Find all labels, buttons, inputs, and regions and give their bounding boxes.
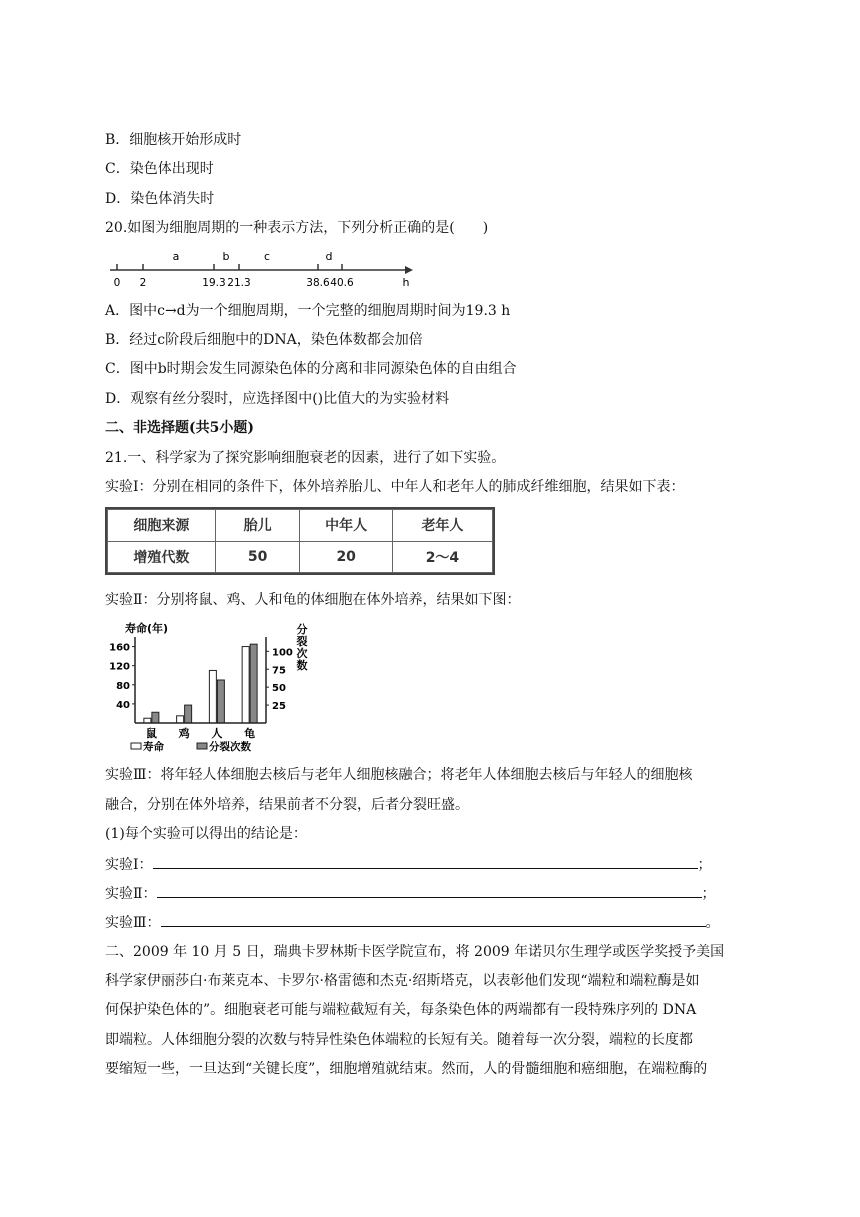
legend-swatch-lifespan — [131, 743, 141, 749]
bar-lifespan — [177, 716, 184, 723]
passage-line-1: 二、2009 年 10 月 5 日，瑞典卡罗林斯卡医学院宣布，将 2009 年诺贝尔生理学或医学奖授予美国 — [105, 944, 725, 960]
table-header-row — [108, 510, 493, 542]
table-header-cell: 老年人 — [392, 510, 492, 542]
left-tick-label: 80 — [116, 680, 130, 692]
bar-lifespan — [242, 647, 249, 723]
q19-option-d: D．染色体消失时 — [105, 191, 215, 207]
left-tick-label: 40 — [116, 699, 130, 711]
table-header-cell: 中年人 — [300, 510, 392, 542]
tick-label-38-6: 38.6 — [306, 277, 330, 289]
q20-option-a: A．图中c→d为一个细胞周期，一个完整的细胞周期时间为19.3 h — [105, 303, 511, 319]
tick-label-40-6: 40.6 — [330, 277, 354, 289]
table-header-cell: 细胞来源 — [108, 510, 216, 542]
table-cell: 50 — [215, 541, 300, 573]
right-axis-label-char: 分 — [296, 623, 308, 636]
right-axis-label-char: 数 — [296, 659, 308, 672]
q20-option-d: D．观察有丝分裂时，应选择图中()比值大的为实验材料 — [105, 391, 450, 407]
answer-label-2: 实验Ⅱ： — [105, 886, 157, 902]
q21-subquestion-1: (1)每个实验可以得出的结论是： — [105, 826, 307, 842]
q20-stem: 20.如图为细胞周期的一种表示方法，下列分析正确的是( ) — [105, 220, 489, 236]
experiment-3-line1: 实验Ⅲ：将年轻人体细胞去核后与老年人细胞核融合；将老年人体细胞去核后与年轻人的细胞核 — [105, 767, 693, 783]
segment-c-label: c — [263, 250, 271, 263]
q20-option-c: C．图中b时期会发生同源染色体的分离和非同源染色体的自由组合 — [105, 361, 517, 377]
q21-intro: 21.一、科学家为了探究影响细胞衰老的因素，进行了如下实验。 — [105, 450, 506, 466]
answer-line-2 — [105, 883, 716, 904]
bar-lifespan — [209, 670, 216, 723]
answer-label-3: 实验Ⅲ： — [105, 915, 161, 931]
q19-option-b: B．细胞核开始形成时 — [105, 132, 242, 148]
right-axis-label — [297, 622, 308, 672]
right-axis-label-char: 次 — [296, 647, 308, 660]
answer-line-3 — [105, 912, 720, 933]
category-label: 鸡 — [178, 727, 190, 740]
table-cell: 2～4 — [392, 541, 492, 573]
chart-axes — [109, 637, 293, 740]
passage-line-4: 即端粒。人体细胞分裂的次数与特异性染色体端粒的长短有关。随着每一次分裂，端粒的长度都 — [105, 1032, 693, 1048]
left-axis-label: 寿命(年) — [125, 622, 169, 635]
passage-line-3: 何保护染色体的”。细胞衰老可能与端粒截短有关，每条染色体的两端都有一段特殊序列的 DNA — [105, 1002, 697, 1018]
experiment-2-text: 实验Ⅱ：分别将鼠、鸡、人和龟的体细胞在体外培养，结果如下图： — [105, 592, 521, 608]
right-tick-label: 100 — [272, 647, 293, 659]
passage-line-2: 科学家伊丽莎白·布莱克本、卡罗尔·格雷德和杰克·绍斯塔克，以表彰他们发现“端粒和端粒酶是如 — [105, 973, 700, 989]
answer-blank-3[interactable] — [161, 912, 706, 927]
answer-end-1: ； — [697, 857, 712, 873]
lifespan-division-chart — [103, 617, 325, 757]
segment-d-label: d — [325, 250, 333, 263]
section-heading: 二、非选择题(共5小题) — [105, 420, 254, 436]
bar-divisions — [217, 680, 224, 723]
passage-line-5: 要缩短一些，一旦达到“关键长度”，细胞增殖就结束。然而，人的骨髓细胞和癌细胞，在端粒酶的 — [105, 1061, 708, 1077]
cell-proliferation-table — [105, 507, 495, 575]
left-tick-label: 160 — [109, 642, 130, 654]
right-tick-label: 25 — [272, 701, 286, 713]
chart-legend — [131, 740, 251, 753]
tick-label-19-3: 19.3 — [202, 277, 226, 289]
q19-option-c: C．染色体出现时 — [105, 161, 214, 177]
bar-divisions — [250, 644, 257, 723]
bar-divisions — [185, 705, 192, 723]
category-label: 龟 — [244, 727, 256, 740]
left-tick-label: 120 — [109, 661, 130, 673]
legend-swatch-divisions — [197, 743, 207, 749]
category-label: 人 — [211, 727, 223, 740]
chart-bars — [144, 644, 257, 723]
table-header-cell: 胎儿 — [215, 510, 300, 542]
unit-label: h — [402, 276, 410, 289]
experiment-3-line2: 融合，分别在体外培养，结果前者不分裂，后者分裂旺盛。 — [105, 797, 469, 813]
q20-option-b: B．经过c阶段后细胞中的DNA，染色体数都会加倍 — [105, 332, 423, 348]
table-cell: 20 — [300, 541, 392, 573]
right-axis-label-char: 裂 — [296, 635, 308, 648]
bar-divisions — [152, 712, 159, 723]
answer-blank-1[interactable] — [153, 854, 698, 869]
segment-a-label: a — [172, 250, 180, 263]
experiment-1-text: 实验Ⅰ：分别在相同的条件下，体外培养胎儿、中年人和老年人的肺成纤维细胞，结果如下表： — [105, 479, 685, 495]
answer-label-1: 实验Ⅰ： — [105, 857, 153, 873]
tick-label-2: 2 — [139, 277, 147, 289]
table-cell: 增殖代数 — [108, 541, 216, 573]
answer-line-1 — [105, 854, 712, 875]
table-row — [108, 541, 493, 573]
tick-label-0: 0 — [113, 277, 121, 289]
right-tick-label: 50 — [272, 683, 286, 695]
legend-label-divisions: 分裂次数 — [209, 741, 251, 753]
tick-label-21-3: 21.3 — [227, 277, 251, 289]
answer-end-2: ； — [701, 886, 716, 902]
answer-blank-2[interactable] — [157, 883, 702, 898]
right-tick-label: 75 — [272, 665, 286, 677]
segment-b-label: b — [222, 250, 230, 263]
legend-label-lifespan: 寿命 — [143, 741, 164, 753]
cell-cycle-timeline — [105, 246, 425, 292]
category-label: 鼠 — [145, 727, 157, 740]
answer-end-3: 。 — [705, 915, 720, 931]
